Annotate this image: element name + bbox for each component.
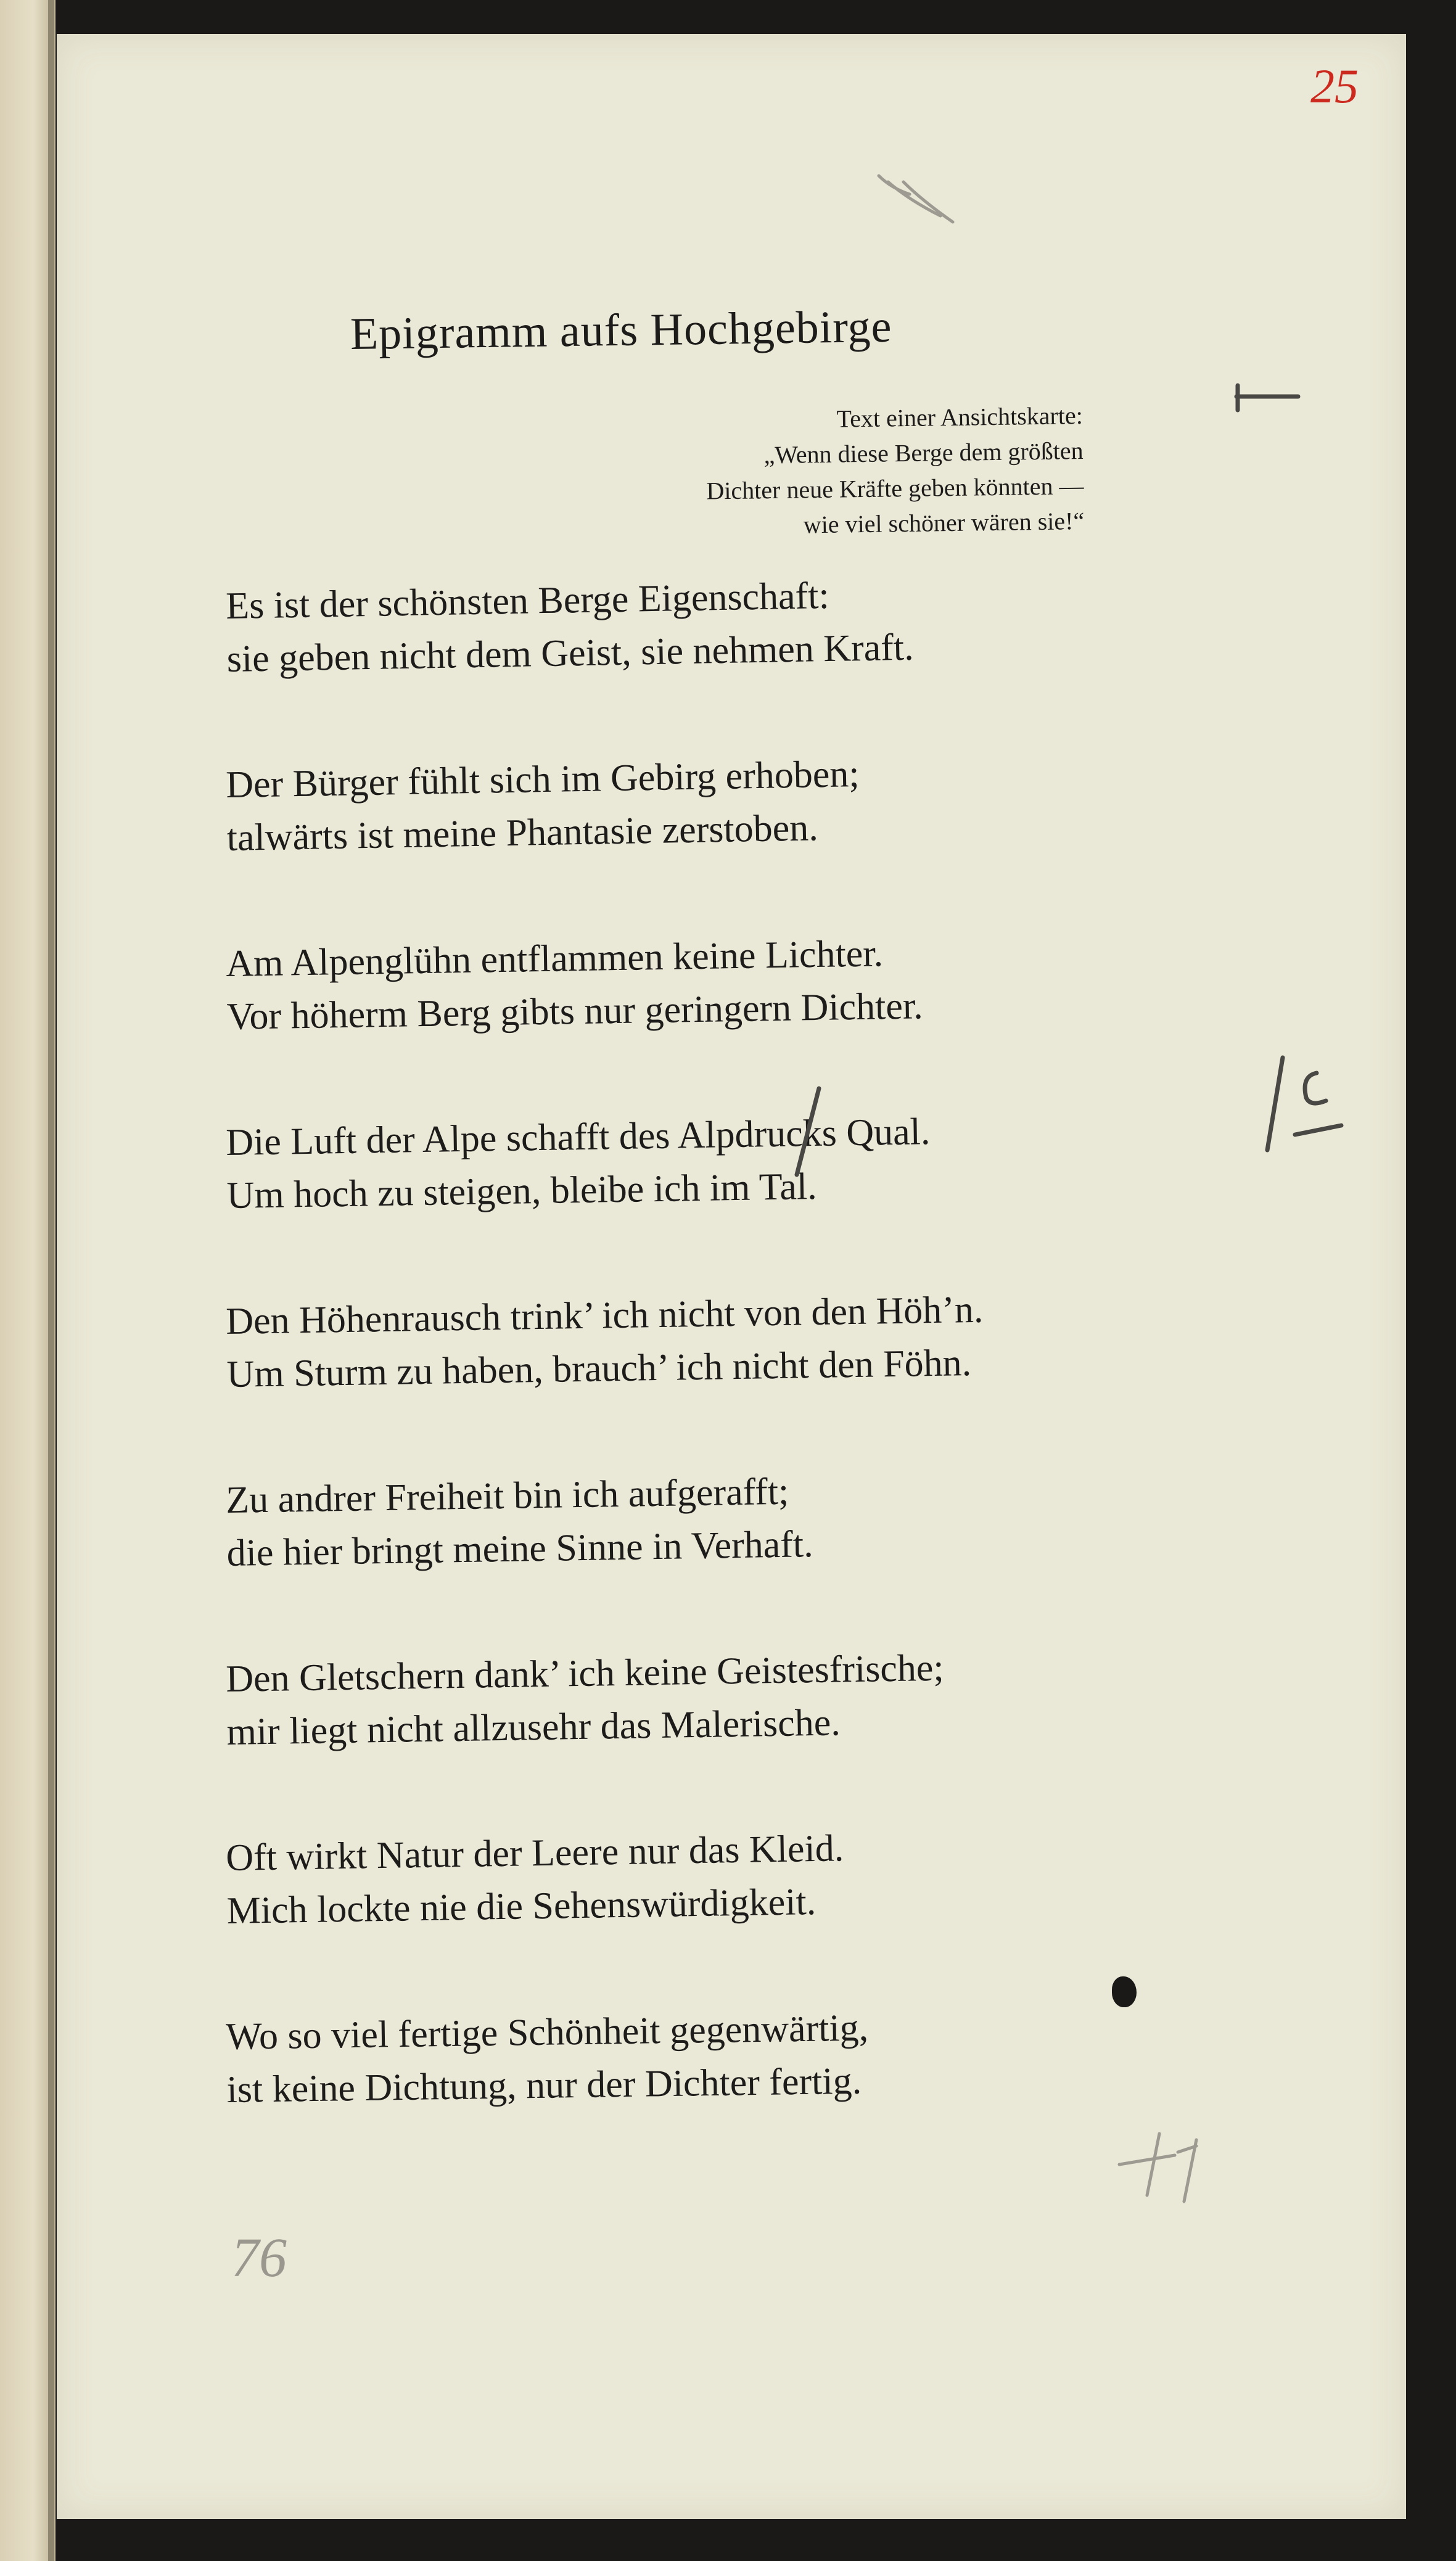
verse-line: Zu andrer Freiheit bin ich aufgerafft; [225, 1470, 789, 1522]
stanza [226, 1100, 1275, 1222]
motto-line: Dichter neue Kräfte geben könnten — [706, 471, 1084, 505]
page-number: 25 [1310, 59, 1359, 113]
verse-line: Die Luft der Alpe schafft des Alpdrucks Qual. [225, 1111, 931, 1164]
verse-line: die hier bringt meine Sinne in Verhaft. [226, 1523, 814, 1574]
verse-line: Mich lockte nie die Sehenswürdigkeit. [226, 1880, 816, 1932]
verse-line: Der Bürger fühlt sich im Gebirg erhoben; [225, 753, 860, 807]
stanza [226, 1636, 1275, 1759]
motto-line: Text einer Ansichtskarte: [836, 401, 1084, 433]
pencil-smudge-icon [873, 163, 965, 231]
binding-edge [48, 0, 54, 2561]
ink-blot [1112, 1976, 1137, 2007]
verse-line: Den Gletschern dank’ ich keine Geistesfrische; [225, 1646, 945, 1701]
stanza [226, 1996, 1275, 2116]
pencil-slash-mark-icon [789, 1082, 826, 1181]
verse-line: Wo so viel fertige Schönheit gegenwärtig, [225, 2007, 869, 2058]
verse-line: Oft wirkt Natur der Leere nur das Kleid. [225, 1827, 844, 1880]
pencil-t-mark-icon [1230, 379, 1304, 416]
motto-line: wie viel schöner wären sie!“ [803, 506, 1085, 539]
stanza [226, 921, 1275, 1043]
previous-page-edge [0, 0, 56, 2561]
verse-line: Es ist der schönsten Berge Eigenschaft: [225, 574, 830, 628]
handwritten-note: 76 [231, 2227, 287, 2288]
verse-line: talwärts ist meine Phantasie zerstoben. [226, 807, 819, 859]
motto-line: „Wenn diese Berge dem größten [763, 437, 1084, 469]
pencil-tally-mark-icon [1110, 2127, 1221, 2208]
stanza [226, 1278, 1275, 1401]
verse-line: mir liegt nicht allzusehr das Malerische. [226, 1701, 841, 1753]
verse-line: Um Sturm zu haben, brauch’ ich nicht den Föhn. [226, 1342, 972, 1396]
pencil-correction-mark-icon [1258, 1048, 1357, 1159]
verse-line: ist keine Dichtung, nur der Dichter fertig. [226, 2060, 862, 2111]
stanza [226, 1815, 1275, 1938]
verse-line: sie geben nicht dem Geist, sie nehmen Kraft. [226, 626, 915, 680]
verse-line: Am Alpenglühn entflammen keine Lichter. [225, 932, 884, 985]
verse-line: Vor höherm Berg gibts nur geringern Dichter. [226, 985, 924, 1038]
poem-body [225, 574, 1275, 2189]
poem-title: Epigramm aufs Hochgebirge [350, 301, 892, 360]
motto-epigraph [705, 398, 1084, 544]
verse-line: Den Höhenrausch trink’ ich nicht von den Höh’n. [225, 1288, 984, 1343]
stanza [226, 1457, 1275, 1580]
verse-line: Um hoch zu steigen, bleibe ich im Tal. [226, 1165, 818, 1217]
stanza [225, 740, 1275, 865]
stanza [225, 561, 1275, 686]
